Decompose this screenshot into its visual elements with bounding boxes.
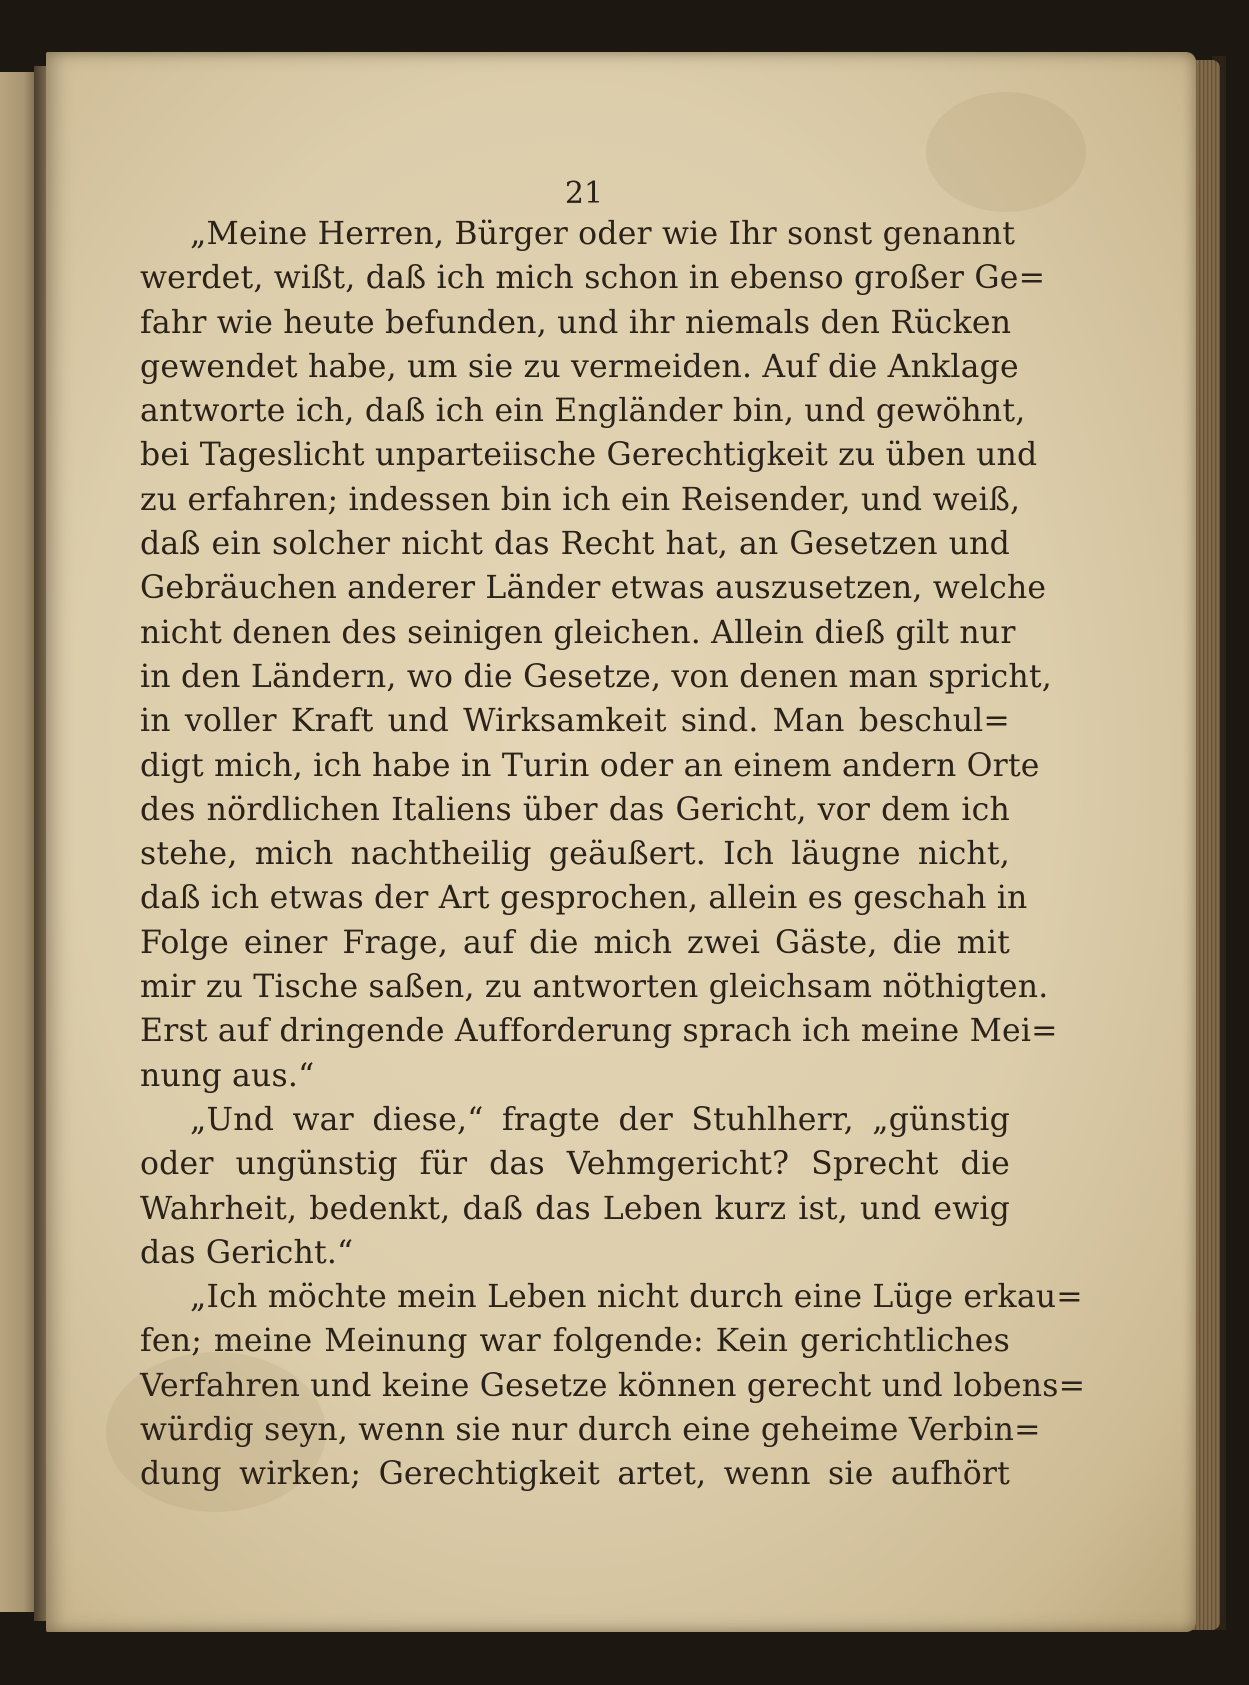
text-line: Folge einer Frage, auf die mich zwei Gäste, die mit xyxy=(140,924,1010,961)
text-line: zu erfahren; indessen bin ich ein Reisender, und weiß, xyxy=(140,481,1021,518)
text-line: daß ein solcher nicht das Recht hat, an Gesetzen und xyxy=(140,526,1010,563)
text-line: Verfahren und keine Gesetze können gerecht und lobens= xyxy=(140,1367,1086,1404)
text-line: oder ungünstig für das Vehmgericht? Sprecht die xyxy=(140,1146,1010,1183)
text-line: nicht denen des seinigen gleichen. Allein dieß gilt nur xyxy=(140,614,1016,651)
text-line: stehe, mich nachtheilig geäußert. Ich läugne nicht, xyxy=(140,836,1010,873)
text-line: mir zu Tische saßen, zu antworten gleichsam nöthigten. xyxy=(140,969,1049,1006)
text-line: würdig seyn, wenn sie nur durch eine geheime Verbin= xyxy=(140,1412,1041,1449)
body-text xyxy=(140,212,1086,1497)
text-line: fahr wie heute befunden, und ihr niemals den Rücken xyxy=(140,304,1012,341)
text-line: Wahrheit, bedenkt, daß das Leben kurz ist, und ewig xyxy=(140,1190,1010,1227)
text-line: „Ich möchte mein Leben nicht durch eine Lüge erkau= xyxy=(190,1279,1083,1316)
text-line: Erst auf dringende Aufforderung sprach ich meine Mei= xyxy=(140,1013,1058,1050)
text-line: dung wirken; Gerechtigkeit artet, wenn sie aufhört xyxy=(140,1456,1010,1493)
text-line: antworte ich, daß ich ein Engländer bin, und gewöhnt, xyxy=(140,393,1026,430)
text-line: das Gericht.“ xyxy=(140,1234,354,1271)
text-line: „Und war diese,“ fragte der Stuhlherr, „günstig xyxy=(190,1101,1010,1138)
text-line: bei Tageslicht unparteiische Gerechtigkeit zu üben und xyxy=(140,437,1038,474)
text-line: gewendet habe, um sie zu vermeiden. Auf die Anklage xyxy=(140,348,1019,385)
text-line: digt mich, ich habe in Turin oder an einem andern Orte xyxy=(140,747,1040,784)
text-line: „Meine Herren, Bürger oder wie Ihr sonst genannt xyxy=(190,216,1016,252)
text-line: daß ich etwas der Art gesprochen, allein es geschah in xyxy=(140,880,1028,917)
paper-stain xyxy=(926,92,1086,212)
page-number: 21 xyxy=(564,176,604,211)
text-line: nung aus.“ xyxy=(140,1057,315,1094)
text-line: in voller Kraft und Wirksamkeit sind. Man beschul= xyxy=(140,703,1010,740)
text-line: fen; meine Meinung war folgende: Kein gerichtliches xyxy=(140,1323,1010,1360)
text-line: werdet, wißt, daß ich mich schon in ebenso großer Ge= xyxy=(140,260,1046,297)
text-line: des nördlichen Italiens über das Gericht, vor dem ich xyxy=(140,791,1010,828)
text-line: Gebräuchen anderer Länder etwas auszusetzen, welche xyxy=(140,570,1047,607)
text-line: in den Ländern, wo die Gesetze, von denen man spricht, xyxy=(140,658,1052,695)
